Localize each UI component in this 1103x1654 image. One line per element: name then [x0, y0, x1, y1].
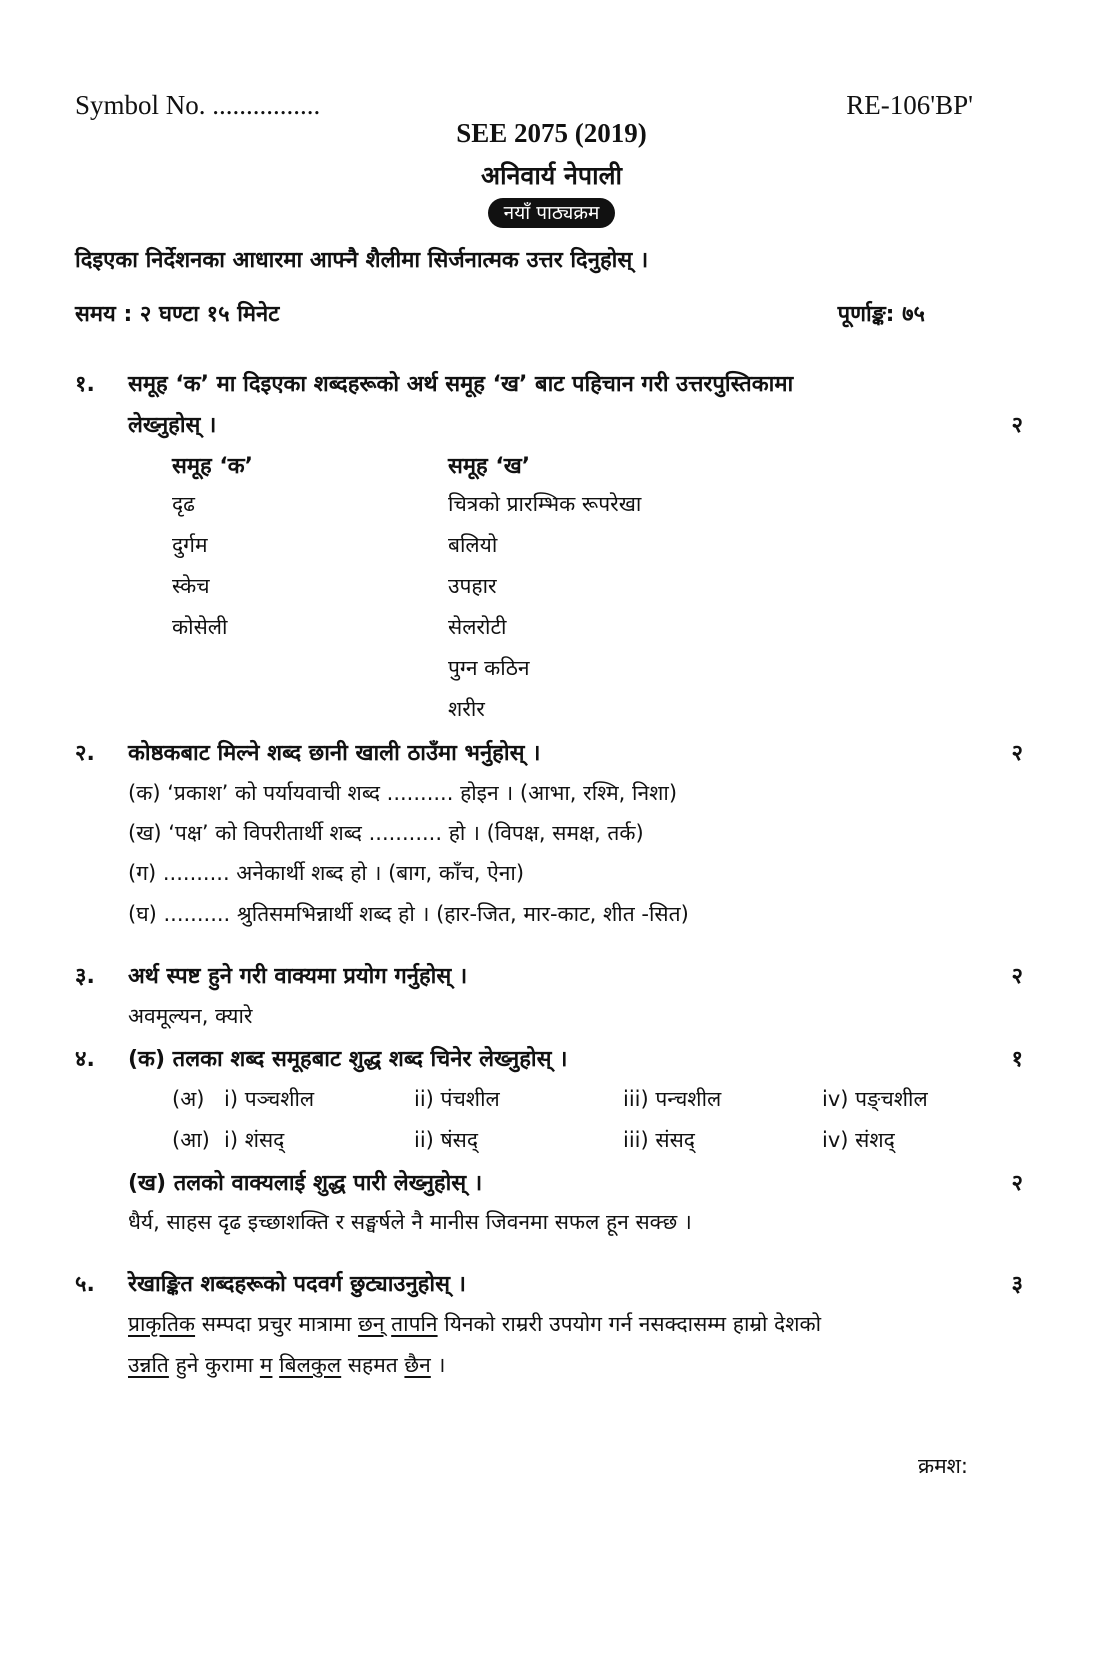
q1-text-line2: लेख्नुहोस् । — [128, 413, 217, 438]
q2-item: (ग) .......... अनेकार्थी शब्द हो । (बाग, काँच, ऐना) — [128, 861, 525, 885]
q4-part-a-text: (क) तलका शब्द समूहबाट शुद्ध शब्द चिनेर लेख्नुहोस् । — [128, 1047, 568, 1072]
q2-item: (घ) .......... श्रुतिसमभिन्नार्थी शब्द हो । (हार-जित, मार-काट, शीत -सित) — [128, 902, 689, 926]
underlined-word: उन्नति — [128, 1353, 169, 1377]
group-a-item: कोसेली — [172, 615, 228, 639]
q5-marks: ३ — [1011, 1272, 1023, 1297]
underlined-word: बिलकुल — [279, 1353, 342, 1377]
underlined-word: तापनि — [391, 1312, 438, 1336]
instruction: दिइएका निर्देशनका आधारमा आफ्नै शैलीमा सिर्जनात्मक उत्तर दिनुहोस् । — [75, 248, 649, 273]
group-b-item: चित्रको प्रारम्भिक रूपरेखा — [448, 492, 642, 516]
underlined-word: प्राकृतिक — [128, 1312, 196, 1336]
q5-text: रेखाङ्कित शब्दहरूको पदवर्ग छुट्याउनुहोस् । — [128, 1272, 466, 1297]
group-b-item: शरीर — [448, 697, 485, 721]
paper-code: RE-106'BP' — [846, 90, 973, 120]
q4-option: iv) संशद् — [822, 1128, 895, 1152]
underlined-word: छैन — [404, 1353, 431, 1377]
group-a-item: दृढ — [172, 492, 195, 516]
q4-option: ii) पंचशील — [414, 1087, 500, 1111]
time-allowed: समय : २ घण्टा १५ मिनेट — [75, 302, 280, 327]
q1-number: १. — [75, 372, 95, 397]
q2-item: (क) ‘प्रकाश’ को पर्यायवाची शब्द .......... होइन । (आभा, रश्मि, निशा) — [128, 781, 678, 805]
q4-row-b-label: (आ) — [172, 1128, 210, 1152]
q4-number: ४. — [75, 1047, 95, 1072]
q4-option: ii) षंसद् — [414, 1128, 479, 1152]
q4-part-b-marks: २ — [1011, 1171, 1023, 1196]
q4-row-a-label: (अ) — [172, 1087, 205, 1111]
q4-option: i) शंसद् — [224, 1128, 285, 1152]
q5-number: ५. — [75, 1272, 95, 1297]
q2-item: (ख) ‘पक्ष’ को विपरीतार्थी शब्द ........... हो । (विपक्ष, समक्ष, तर्क) — [128, 821, 644, 845]
curriculum-badge-wrap — [0, 198, 1103, 228]
passage-text: यिनको राम्ररी उपयोग गर्न नसक्दासम्म हाम्रो देशको — [437, 1312, 822, 1336]
passage-text: । — [430, 1353, 446, 1377]
q2-number: २. — [75, 741, 95, 766]
q2-text: कोष्ठकबाट मिल्ने शब्द छानी खाली ठाउँमा भर्नुहोस् । — [128, 741, 541, 766]
q4-option: iii) संसद् — [623, 1128, 695, 1152]
full-marks: पूर्णाङ्क: ७५ — [837, 302, 925, 327]
q3-words: अवमूल्यन, क्यारे — [128, 1004, 253, 1028]
subject-title: अनिवार्य नेपाली — [480, 161, 622, 190]
q4-option: i) पञ्चशील — [224, 1087, 315, 1111]
group-b-item: बलियो — [448, 533, 498, 557]
curriculum-badge: नयाँ पाठ्यक्रम — [488, 198, 616, 228]
q4-sentence: धैर्य, साहस दृढ इच्छाशक्ति र सङ्घर्षले नै मानीस जिवनमा सफल हून सक्छ । — [128, 1210, 692, 1234]
continued-note: क्रमश: — [917, 1454, 968, 1478]
q4-option: iv) पङ्चशील — [822, 1087, 928, 1111]
group-a-item: स्केच — [172, 574, 210, 598]
q5-passage-line1 — [128, 1310, 821, 1338]
symbol-no: Symbol No. ................ — [75, 90, 321, 120]
q4-option: iii) पन्चशील — [623, 1087, 722, 1111]
q4-part-a-marks: १ — [1011, 1047, 1023, 1072]
q1-text-line1: समूह ‘क’ मा दिइएका शब्दहरूको अर्थ समूह ‘ख’ बाट पहिचान गरी उत्तरपुस्तिकामा — [128, 372, 794, 397]
group-a-item: दुर्गम — [172, 533, 208, 557]
q3-text: अर्थ स्पष्ट हुने गरी वाक्यमा प्रयोग गर्नुहोस् । — [128, 964, 468, 989]
q3-marks: २ — [1011, 964, 1023, 989]
q2-marks: २ — [1011, 741, 1023, 766]
underlined-word: छन् — [358, 1312, 385, 1336]
group-b-item: उपहार — [448, 574, 497, 598]
passage-text: सम्पदा प्रचुर मात्रामा — [195, 1312, 359, 1336]
q5-passage-line2 — [128, 1351, 445, 1379]
q4-part-b-text: (ख) तलको वाक्यलाई शुद्ध पारी लेख्नुहोस् । — [128, 1171, 483, 1196]
q1-marks: २ — [1011, 413, 1023, 438]
exam-title: SEE 2075 (2019) — [456, 118, 647, 148]
group-b-heading: समूह ‘ख’ — [448, 454, 531, 479]
group-b-item: सेलरोटी — [448, 615, 507, 639]
passage-text: सहमत — [341, 1353, 405, 1377]
q3-number: ३. — [75, 964, 95, 989]
group-b-item: पुग्न कठिन — [448, 656, 530, 680]
passage-text: हुने कुरामा — [168, 1353, 260, 1377]
underlined-word: म — [259, 1353, 273, 1377]
group-a-heading: समूह ‘क’ — [172, 454, 253, 479]
